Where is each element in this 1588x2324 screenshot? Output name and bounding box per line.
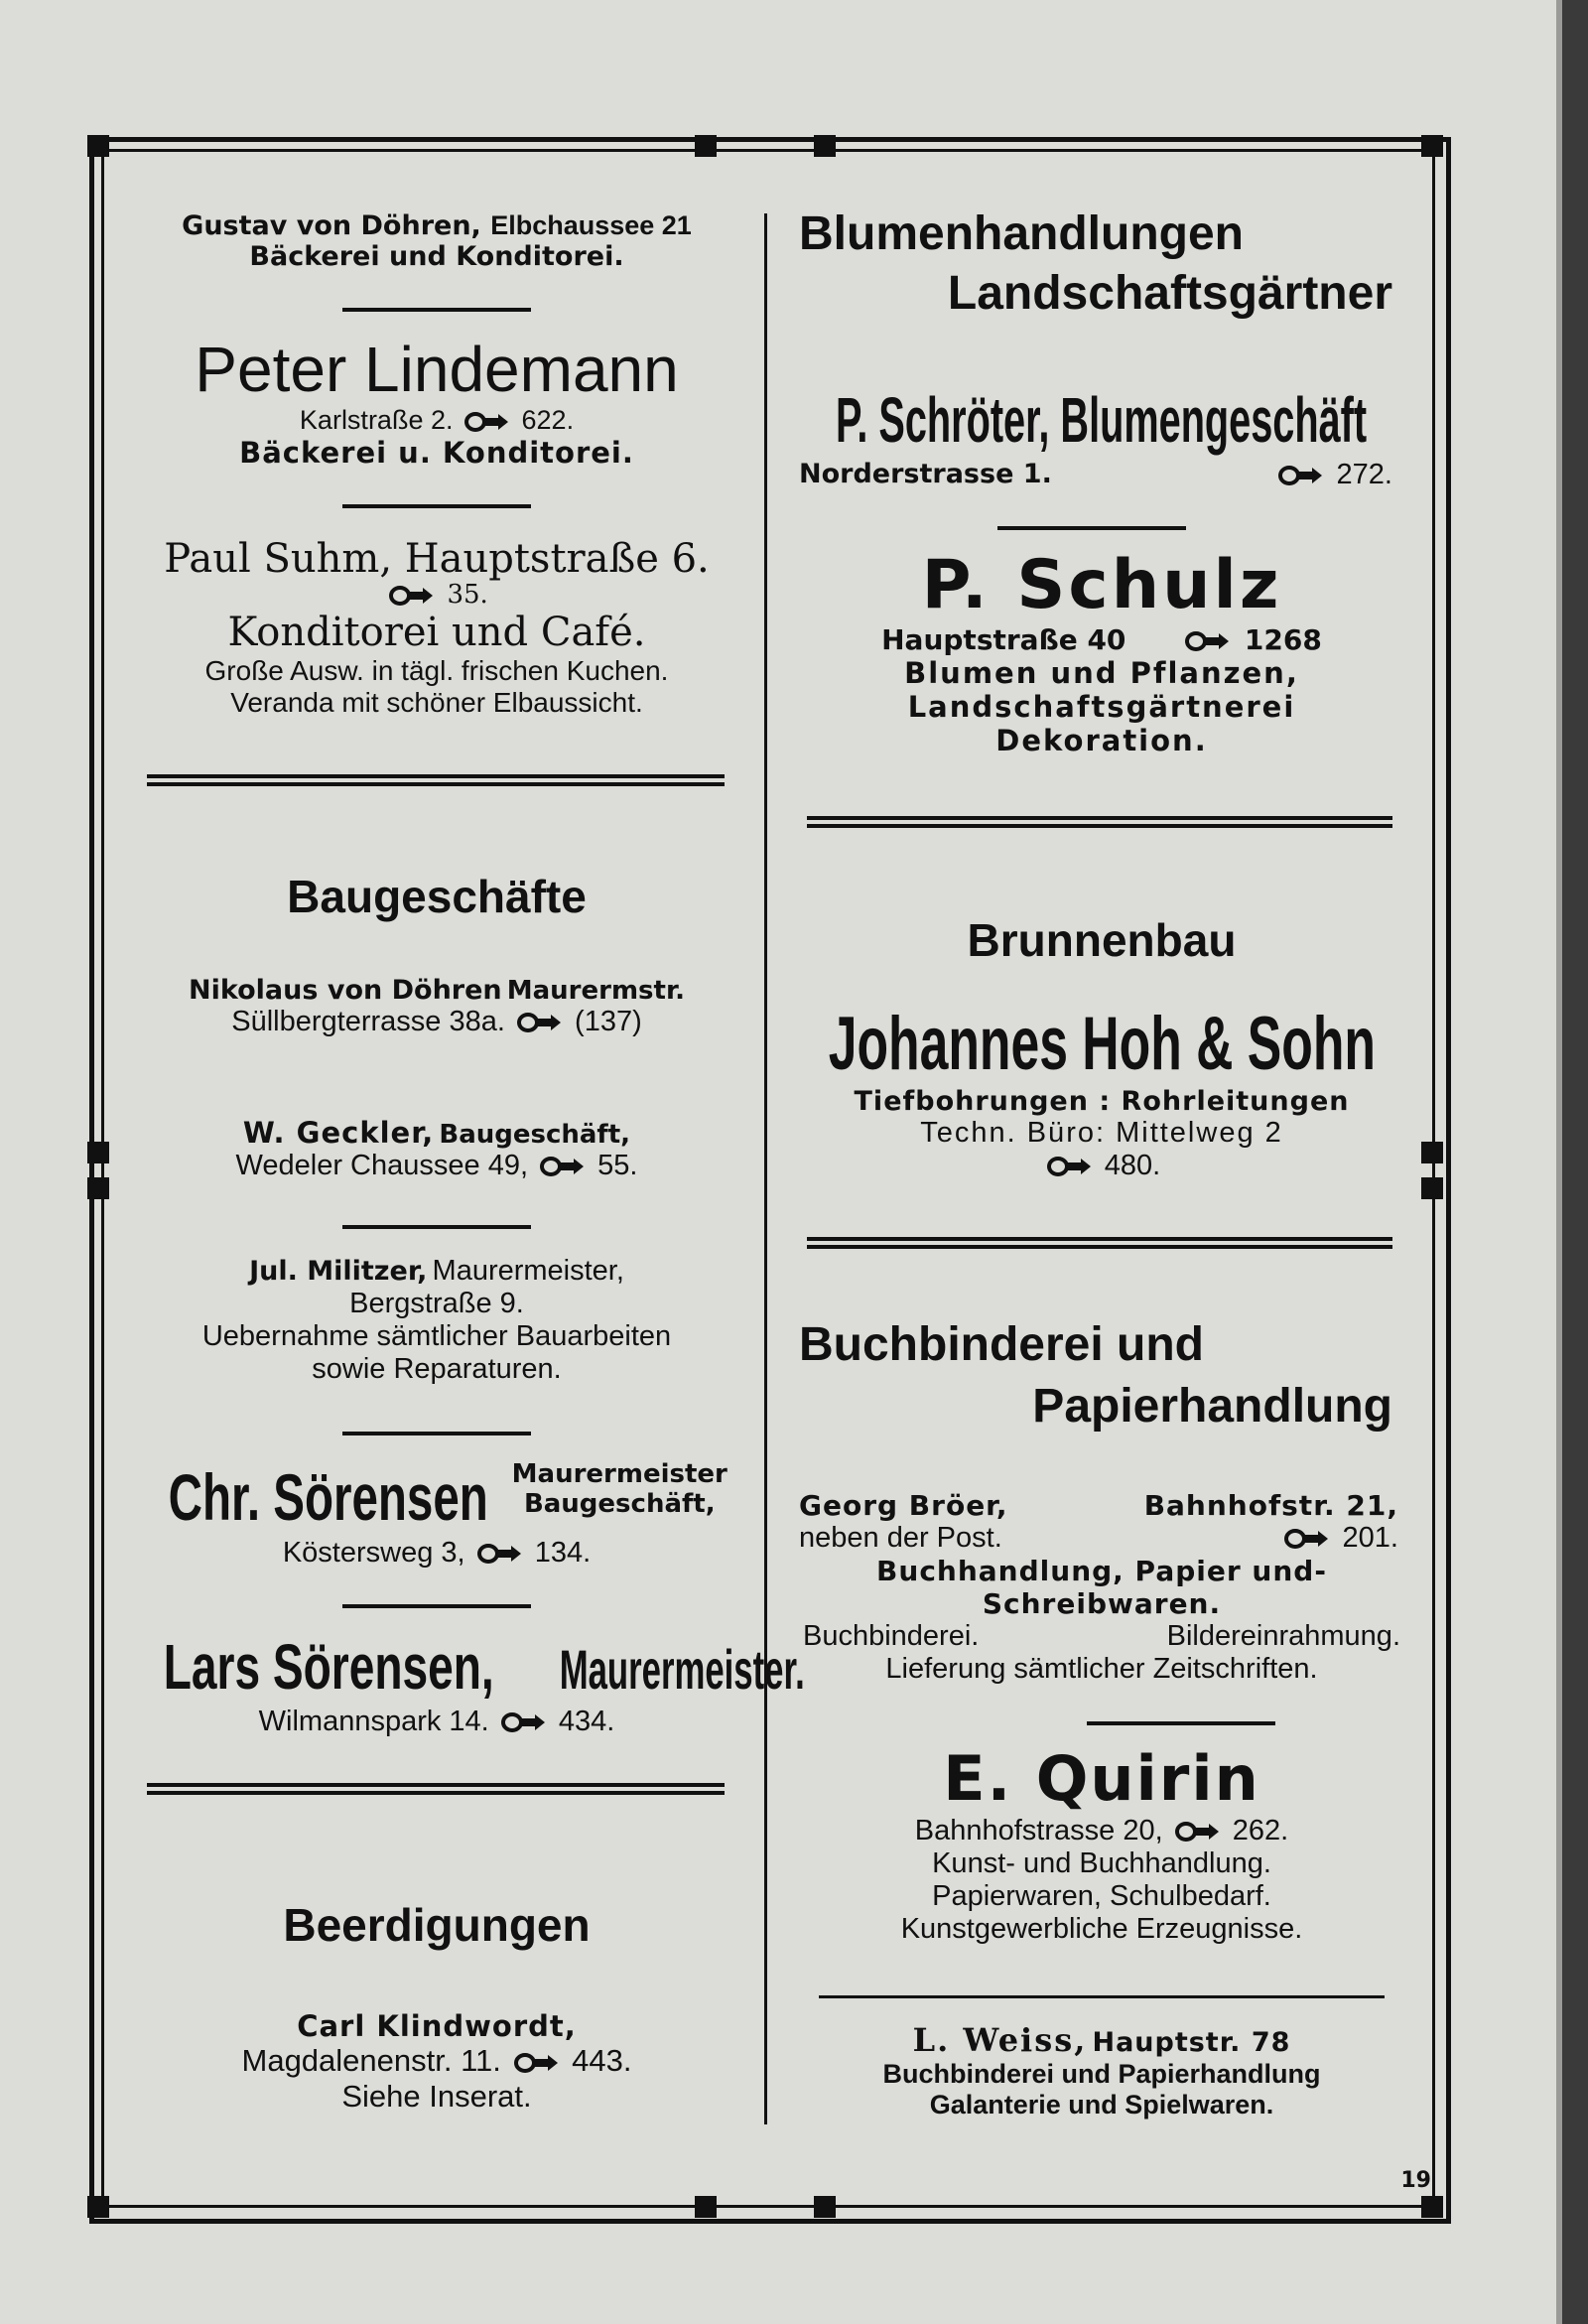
corner-ornament (1421, 135, 1443, 157)
page-number: 19 (1400, 2168, 1431, 2193)
address: Hauptstraße 40 (881, 623, 1126, 656)
description-line: Dekoration. (995, 724, 1208, 757)
section-separator (807, 1237, 1392, 1249)
advertiser-name: P. Schröter, Blumengeschäft (836, 384, 1368, 456)
phone-number: 622. (521, 405, 575, 435)
separator (997, 526, 1186, 530)
heading-line: Papierhandlung (1032, 1380, 1392, 1433)
advertiser-name: Johannes Hoh & Sohn (828, 1002, 1376, 1086)
ad-chr-soerensen (139, 1459, 734, 1570)
separator (342, 308, 531, 312)
ad-p-schroeter (799, 383, 1404, 489)
advertiser-name: W. Geckler, (242, 1116, 435, 1150)
note: Siehe Inserat. (341, 2079, 532, 2114)
frame-ornament (1421, 1177, 1443, 1199)
address: Wedeler Chaussee 49, (235, 1150, 529, 1181)
advertiser-name: Gustav von Döhren, (182, 210, 481, 241)
phone-number: 272. (1336, 459, 1392, 490)
telephone-icon (1284, 1529, 1328, 1549)
ad-e-quirin (799, 1743, 1404, 1946)
ad-p-schulz (799, 548, 1404, 757)
address: Magdalenenstr. 11. (241, 2043, 501, 2078)
trade-line: Schreibwaren. (982, 1587, 1222, 1620)
service: Bildereinrahmung. (1166, 1620, 1400, 1652)
separator (342, 504, 531, 508)
advertiser-name: E. Quirin (943, 1742, 1260, 1815)
section-heading-blumenhandlungen (799, 205, 1404, 324)
column-divider (764, 213, 767, 2124)
title: Maurermeister. (559, 1638, 805, 1701)
telephone-icon (514, 2053, 558, 2073)
advertiser-name: Lars Sörensen, (163, 1631, 494, 1703)
telephone-icon (477, 1544, 521, 1564)
ad-johannes-hoh (799, 1001, 1404, 1182)
corner-ornament (1421, 2196, 1443, 2218)
description-line: Kunstgewerbliche Erzeugnisse. (900, 1913, 1303, 1945)
telephone-icon (517, 1013, 561, 1032)
phone-number: 480. (1104, 1150, 1161, 1181)
ad-gustav-von-doehren (139, 210, 734, 272)
title: Baugeschäft, (439, 1120, 631, 1150)
section-heading-buchbinderei (799, 1314, 1404, 1437)
address: Süllbergterrasse 38a. (231, 1006, 505, 1037)
section-separator (147, 774, 725, 786)
section-separator (147, 1783, 725, 1795)
address: Bahnhofstr. 21, (1143, 1489, 1398, 1522)
ad-nikolaus-von-doehren (139, 975, 734, 1038)
telephone-icon (1175, 1822, 1219, 1842)
address: Elbchaussee 21 (490, 210, 692, 240)
address: Wilmannspark 14. (258, 1706, 489, 1737)
left-column (139, 0, 805, 2324)
address: Köstersweg 3, (282, 1537, 465, 1569)
address: Hauptstr. 78 (1092, 2027, 1291, 2058)
section-separator (807, 816, 1392, 828)
description-line: Buchbinderei und Papierhandlung (882, 2059, 1321, 2089)
ad-l-weiss (799, 2021, 1404, 2120)
trade-line: Tiefbohrungen : Rohrleitungen (854, 1086, 1350, 1117)
ad-peter-lindemann (139, 334, 734, 470)
description-line: Landschaftsgärtnerei (907, 690, 1296, 724)
telephone-icon (540, 1157, 584, 1176)
phone-number: 35. (447, 580, 488, 610)
description-line: Kunst- und Buchhandlung. (932, 1847, 1271, 1879)
section-heading-beerdigungen: Beerdigungen (283, 1899, 591, 1951)
ad-paul-suhm (139, 536, 734, 719)
separator (342, 1604, 531, 1608)
telephone-icon (501, 1712, 545, 1732)
description-line: Lieferung sämtlicher Zeitschriften. (885, 1653, 1318, 1685)
frame-ornament (1421, 1142, 1443, 1163)
ad-georg-broeer (799, 1489, 1404, 1686)
title: Baugeschäft, (523, 1489, 716, 1519)
heading-line: Buchbinderei und (799, 1318, 1204, 1371)
heading-line: Landschaftsgärtner (947, 267, 1392, 320)
advertiser-name: Chr. Sörensen (168, 1460, 488, 1534)
address: Bergstraße 9. (349, 1288, 524, 1319)
phone-number: 201. (1342, 1522, 1398, 1554)
right-column (799, 0, 1404, 2324)
description-line: Papierwaren, Schulbedarf. (932, 1880, 1271, 1912)
advertiser-name: P. Schulz (921, 546, 1282, 624)
address: Techn. Büro: Mittelweg 2 (920, 1117, 1283, 1149)
trade-line: Buchhandlung, Papier und- (876, 1555, 1327, 1587)
ad-carl-klindwordt (139, 2009, 734, 2115)
phone-number: 1268 (1244, 623, 1322, 656)
phone-number: 55. (597, 1150, 638, 1181)
frame-ornament (87, 1142, 109, 1163)
trade-line: Bäckerei und Konditorei. (249, 241, 624, 272)
ad-lars-soerensen (139, 1630, 805, 1738)
address: Bahnhofstrasse 20, (914, 1815, 1163, 1846)
description-line: Galanterie und Spielwaren. (929, 2090, 1274, 2119)
advertiser-name: Jul. Militzer, (249, 1256, 428, 1287)
advertiser-name: Nikolaus von Döhren (189, 975, 502, 1006)
phone-number: 443. (572, 2043, 632, 2078)
title: Maurermeister, (432, 1255, 624, 1287)
title: Maurermstr. (506, 976, 685, 1006)
service: Buchbinderei. (803, 1620, 980, 1652)
telephone-icon (1185, 631, 1229, 651)
ad-jul-militzer (139, 1255, 734, 1386)
separator (342, 1432, 531, 1435)
phone-number: 262. (1232, 1815, 1289, 1846)
frame-ornament (87, 1177, 109, 1199)
section-heading-baugeschaefte: Baugeschäfte (287, 871, 587, 922)
phone-number: 134. (534, 1537, 592, 1569)
address: Norderstrasse 1. (799, 459, 1052, 489)
telephone-icon (1278, 466, 1322, 485)
heading-line: Blumenhandlungen (799, 207, 1244, 260)
corner-ornament (87, 135, 109, 157)
advertiser-name: Peter Lindemann (195, 334, 679, 405)
description-line: Große Ausw. in tägl. frischen Kuchen. (204, 655, 669, 686)
trade-line: Konditorei und Café. (227, 610, 646, 655)
description-line: Blumen und Pflanzen, (904, 656, 1299, 690)
telephone-icon (389, 586, 433, 606)
telephone-icon (464, 412, 508, 432)
telephone-icon (1047, 1157, 1091, 1176)
advertiser-name: L. Weiss, (912, 2021, 1088, 2059)
title: Maurermeister (511, 1459, 728, 1489)
description-line: Uebernahme sämtlicher Bauarbeiten (201, 1320, 672, 1352)
description-line: sowie Reparaturen. (312, 1353, 562, 1385)
ad-w-geckler (139, 1116, 734, 1182)
separator (342, 1225, 531, 1229)
address-note: neben der Post. (799, 1522, 1002, 1554)
advertiser-name: Carl Klindwordt, (297, 2009, 577, 2043)
trade-line: Bäckerei u. Konditorei. (239, 436, 634, 470)
separator (819, 1995, 1385, 1998)
phone-number: (137) (575, 1006, 642, 1037)
corner-ornament (87, 2196, 109, 2218)
section-heading-brunnenbau: Brunnenbau (967, 914, 1237, 966)
phone-number: 434. (558, 1706, 615, 1737)
address: Karlstraße 2. (299, 405, 454, 435)
page-edge (1562, 0, 1588, 2324)
advertiser-name: Paul Suhm, Hauptstraße 6. (164, 536, 710, 582)
advertiser-name: Georg Bröer, (799, 1489, 1008, 1522)
description-line: Veranda mit schöner Elbaussicht. (230, 687, 643, 718)
separator (1087, 1721, 1275, 1725)
